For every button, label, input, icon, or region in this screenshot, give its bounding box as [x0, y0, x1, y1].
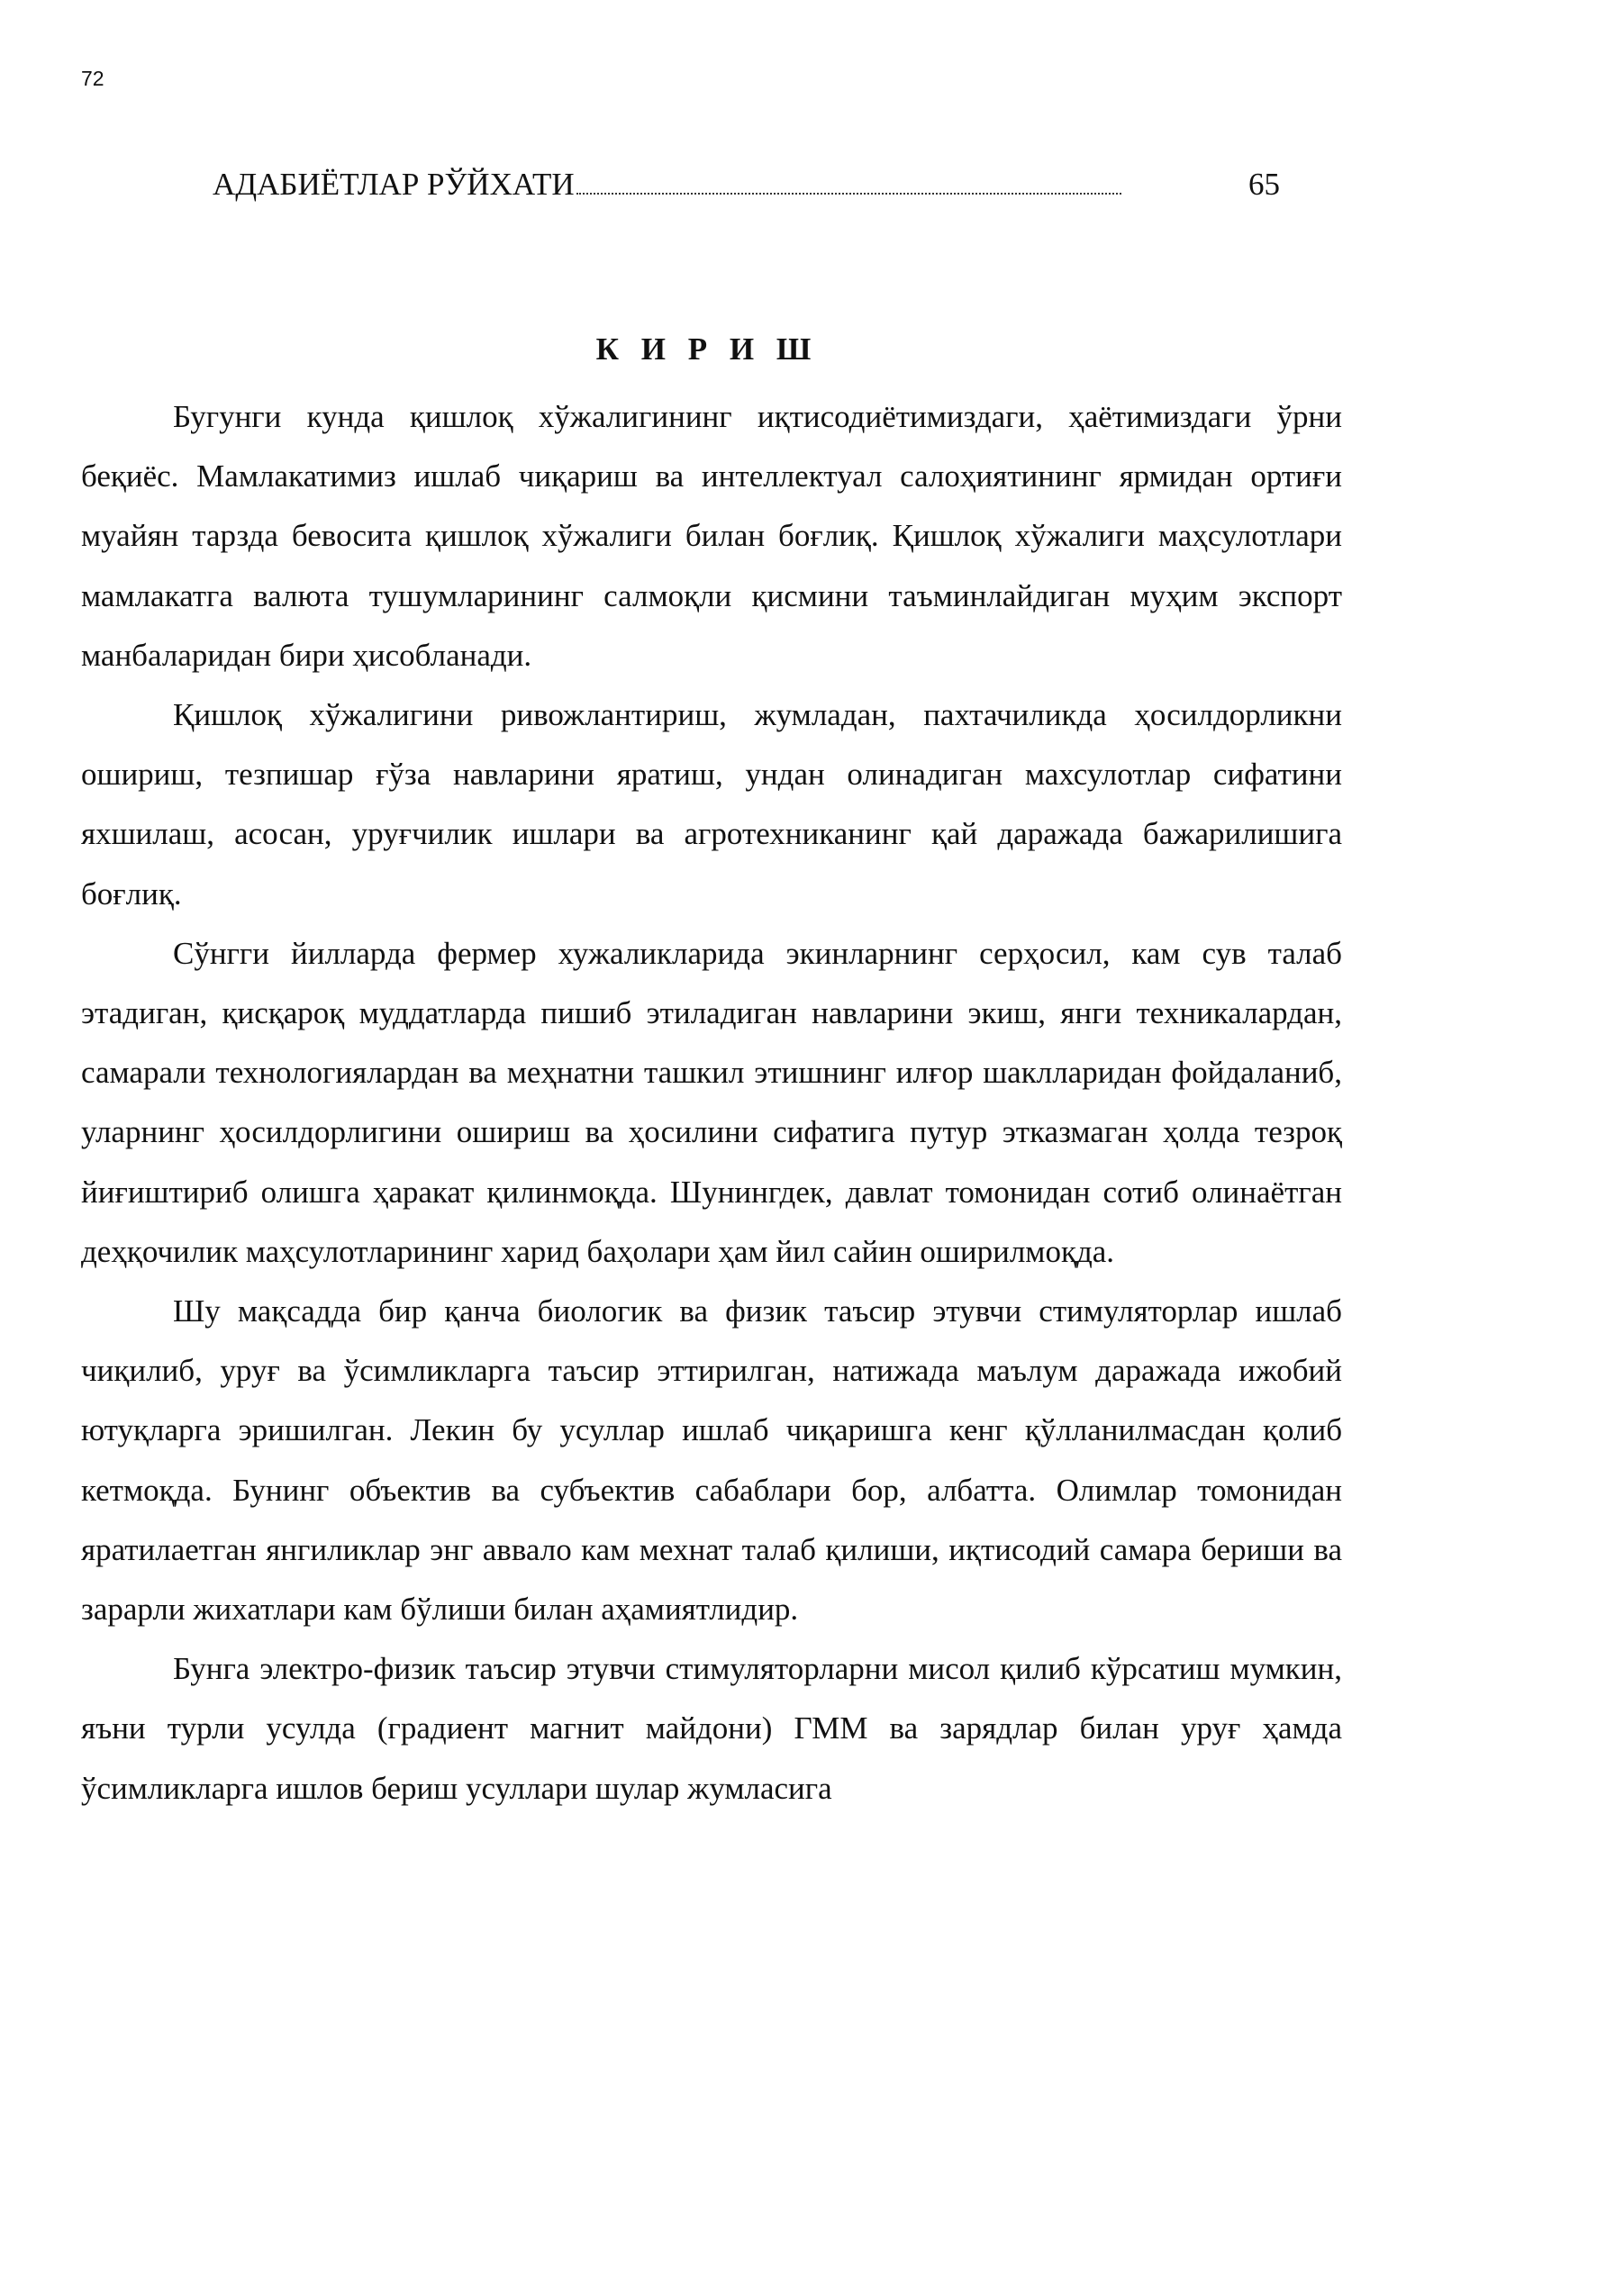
- toc-entry: [213, 158, 1280, 203]
- paragraph: Бунга электро-физик таъсир этувчи стимуляторларни мисол қилиб кўрсатиш мумкин, яъни турли усулда (градиент магнит майдони) ГММ ва зарядлар билан уруғ ҳамда ўсимликларга ишлов бериш усуллари шулар жумласига: [81, 1651, 1342, 1806]
- body-text: [81, 387, 1342, 1819]
- toc-entry-page: 65: [1248, 167, 1280, 202]
- paragraph: Сўнгги йилларда фермер хужаликларида экинларнинг серҳосил, кам сув талаб этадиган, қисқароқ муддатларда пишиб этиладиган навларини экиш, янги техникалардан, самарали технологиялардан ва меҳнатни ташкил этишнинг илғор шаклларидан фойдаланиб, уларнинг ҳосилдорлигини ошириш ва ҳосилини сифатига путур этказмаган ҳолда тезроқ йиғиштириб олишга ҳаракат қилинмоқда. Шунингдек, давлат томонидан сотиб олинаётган деҳқочилик маҳсулотларининг харид баҳолари ҳам йил сайин оширилмоқда.: [81, 935, 1342, 1269]
- page-number: 72: [81, 67, 104, 90]
- section-heading: К И Р И Ш: [595, 331, 819, 367]
- paragraph: Қишлоқ хўжалигини ривожлантириш, жумладан, пахтачиликда ҳосилдорликни ошириш, тезпишар ғўза навларини яратиш, ундан олинадиган махсулотлар сифатини яхшилаш, асосан, уруғчилик ишлари ва агротехниканинг қай даражада бажарилишига боғлиқ.: [81, 697, 1342, 912]
- toc-entry-title: АДАБИЁТЛАР РЎЙХАТИ: [213, 167, 575, 202]
- paragraph: Шу мақсадда бир қанча биологик ва физик таъсир этувчи стимуляторлар ишлаб чиқилиб, уруғ ва ўсимликларга таъсир эттирилган, натижада маълум даражада ижобий ютуқларга эришилган. Лекин бу усуллар ишлаб чиқаришга кенг қўлланилмасдан қолиб кетмоқда. Бунинг объектив ва субъектив сабаблари бор, албатта. Олимлар томонидан яратилаетган янгиликлар энг аввало кам мехнат талаб қилиши, иқтисодий самара бериши ва зарарли жихатлари кам бўлиши билан аҳамиятлидир.: [81, 1293, 1342, 1628]
- paragraph: Бугунги кунда қишлоқ хўжалигининг иқтисодиётимиздаги, ҳаётимиздаги ўрни беқиёс. Мамлакатимиз ишлаб чиқариш ва интеллектуал салоҳиятининг ярмидан ортиғи муайян тарзда бевосита қишлоқ хўжалиги билан боғлиқ. Қишлоқ хўжалиги маҳсулотлари мамлакатга валюта тушумларининг салмоқли қисмини таъминлайдиган муҳим экспорт манбаларидан бири ҳисобланади.: [81, 399, 1342, 673]
- toc-dot-leader: [576, 193, 1121, 195]
